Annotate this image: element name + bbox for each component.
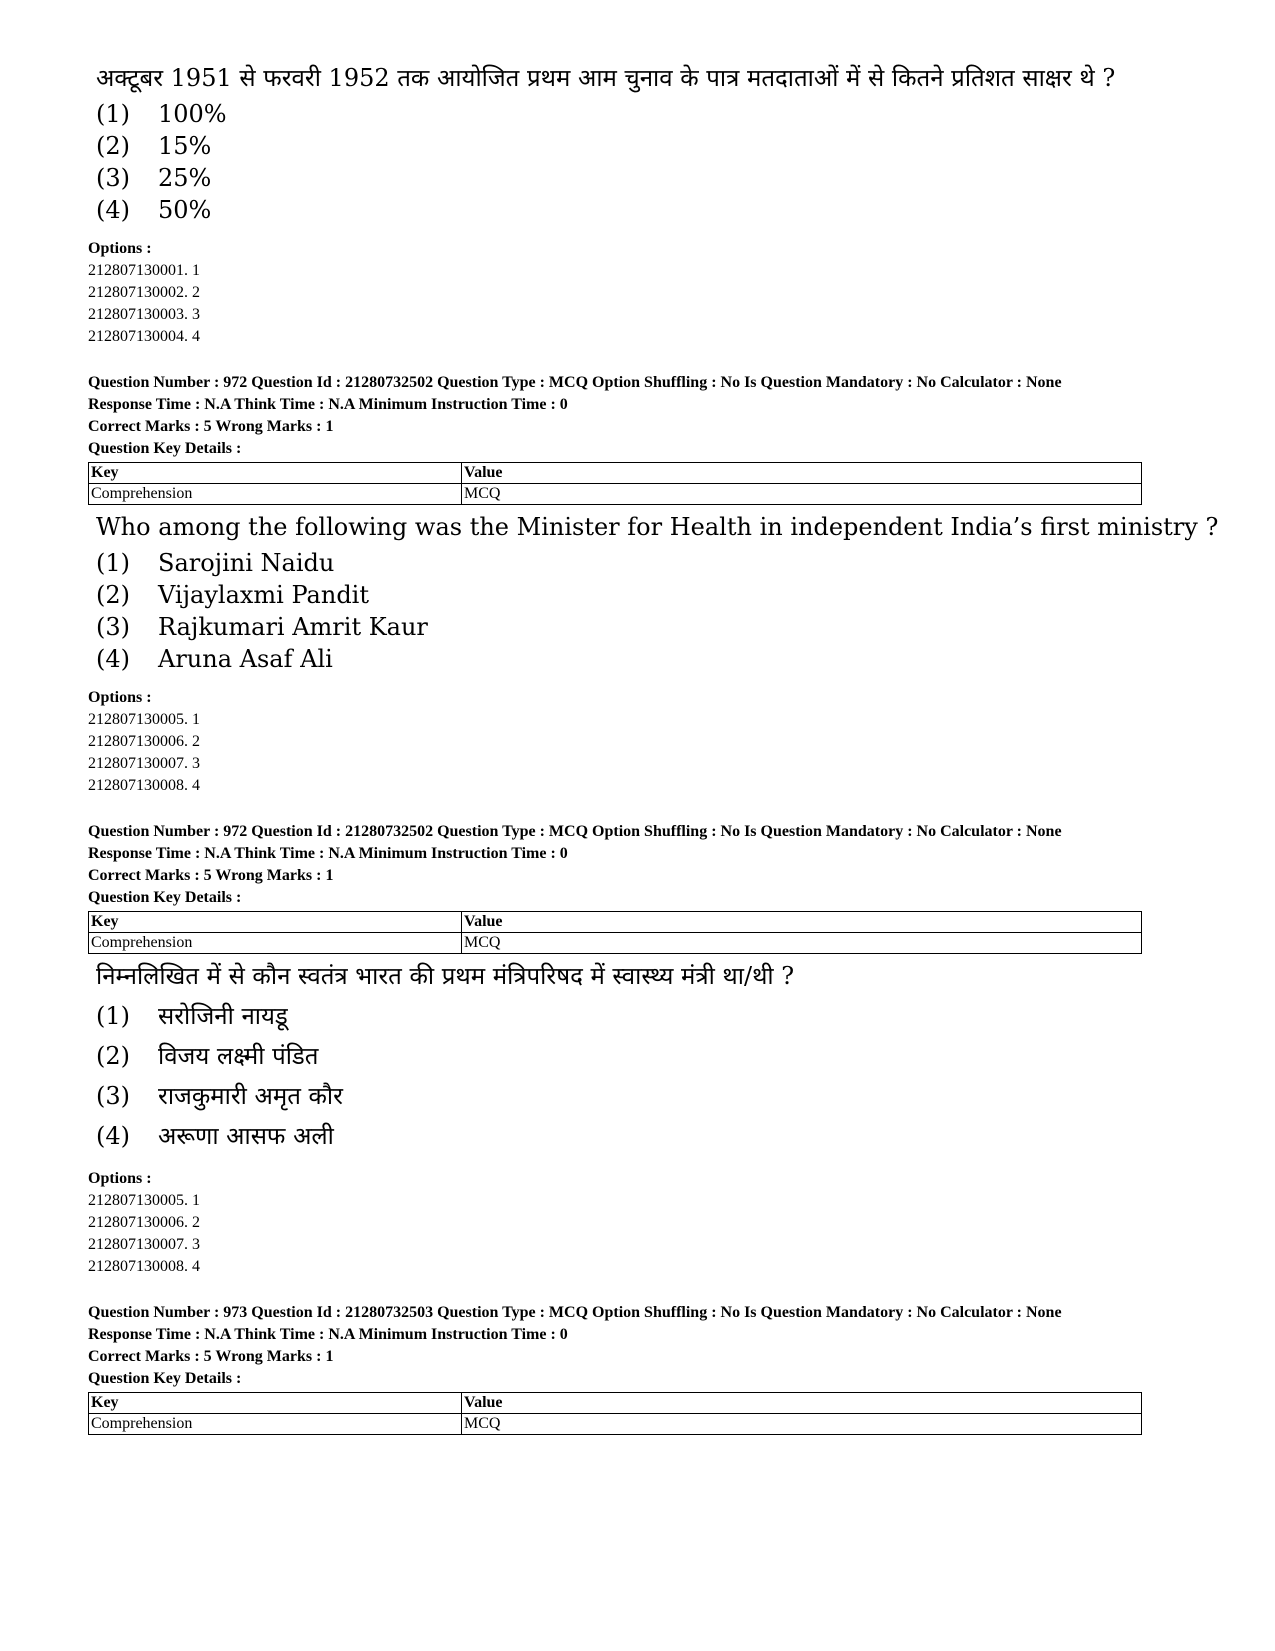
options-label: Options : bbox=[88, 1170, 152, 1187]
key-details-table bbox=[88, 1392, 1142, 1435]
table-cell-key: Comprehension bbox=[89, 1414, 462, 1435]
question-meta-block-2 bbox=[88, 821, 1188, 954]
document-page bbox=[88, 62, 1219, 1441]
marks-line: Correct Marks : 5 Wrong Marks : 1 bbox=[88, 1348, 334, 1365]
key-details-table bbox=[88, 911, 1142, 954]
question-timing-line: Response Time : N.A Think Time : N.A Minimum Instruction Time : 0 bbox=[88, 396, 568, 413]
question-meta-line: Question Number : 972 Question Id : 21280732502 Question Type : MCQ Option Shuffling : No Is Question Mandatory : No Calculator : None bbox=[88, 823, 1062, 840]
options-label: Options : bbox=[88, 689, 152, 706]
table-header-key: Key bbox=[89, 463, 462, 484]
question-timing-line: Response Time : N.A Think Time : N.A Minimum Instruction Time : 0 bbox=[88, 845, 568, 862]
answer-options bbox=[88, 547, 1188, 675]
answer-options bbox=[88, 98, 1188, 226]
question-text: निम्नलिखित में से कौन स्वतंत्र भारत की प्रथम मंत्रिपरिषद में स्वास्थ्य मंत्री था/थी ? bbox=[96, 962, 795, 990]
table-cell-value: MCQ bbox=[462, 933, 1142, 954]
question-meta-line: Question Number : 972 Question Id : 21280732502 Question Type : MCQ Option Shuffling : No Is Question Mandatory : No Calculator : None bbox=[88, 374, 1062, 391]
table-header-value: Value bbox=[462, 463, 1142, 484]
table-header-key: Key bbox=[89, 912, 462, 933]
option-id: 212807130005. 1 bbox=[88, 711, 200, 728]
question-timing-line: Response Time : N.A Think Time : N.A Minimum Instruction Time : 0 bbox=[88, 1326, 568, 1343]
answer-option: (1) Sarojini Naidu bbox=[96, 549, 335, 577]
key-details-label: Question Key Details : bbox=[88, 1370, 242, 1387]
answer-option: (3) राजकुमारी अमृत कौर bbox=[96, 1082, 343, 1110]
answer-option: (4) Aruna Asaf Ali bbox=[96, 645, 333, 673]
answer-options bbox=[88, 996, 1188, 1156]
answer-option: (3) Rajkumari Amrit Kaur bbox=[96, 613, 428, 641]
question-meta-line: Question Number : 973 Question Id : 21280732503 Question Type : MCQ Option Shuffling : No Is Question Mandatory : No Calculator : None bbox=[88, 1304, 1062, 1321]
answer-option: (4) अरूणा आसफ अली bbox=[96, 1122, 334, 1150]
option-id: 212807130002. 2 bbox=[88, 284, 200, 301]
question-block-2 bbox=[88, 511, 1219, 797]
question-text: अक्टूबर 1951 से फरवरी 1952 तक आयोजित प्रथम आम चुनाव के पात्र मतदाताओं में से कितने प्रतिशत साक्षर थे ? bbox=[96, 64, 1116, 92]
table-cell-key: Comprehension bbox=[89, 933, 462, 954]
answer-option: (2) 15% bbox=[96, 132, 212, 160]
question-meta-block-3 bbox=[88, 1302, 1188, 1435]
option-id: 212807130006. 2 bbox=[88, 733, 200, 750]
answer-option: (1) 100% bbox=[96, 100, 227, 128]
option-id: 212807130008. 4 bbox=[88, 1258, 200, 1275]
option-id: 212807130004. 4 bbox=[88, 328, 200, 345]
answer-option: (3) 25% bbox=[96, 164, 212, 192]
table-cell-value: MCQ bbox=[462, 1414, 1142, 1435]
key-details-label: Question Key Details : bbox=[88, 889, 242, 906]
table-header-value: Value bbox=[462, 912, 1142, 933]
option-id: 212807130007. 3 bbox=[88, 1236, 200, 1253]
option-id: 212807130001. 1 bbox=[88, 262, 200, 279]
option-id: 212807130008. 4 bbox=[88, 777, 200, 794]
marks-line: Correct Marks : 5 Wrong Marks : 1 bbox=[88, 418, 334, 435]
answer-option: (1) सरोजिनी नायडू bbox=[96, 1002, 288, 1030]
table-cell-key: Comprehension bbox=[89, 484, 462, 505]
option-id: 212807130005. 1 bbox=[88, 1192, 200, 1209]
marks-line: Correct Marks : 5 Wrong Marks : 1 bbox=[88, 867, 334, 884]
table-header-key: Key bbox=[89, 1393, 462, 1414]
key-details-label: Question Key Details : bbox=[88, 440, 242, 457]
answer-option: (4) 50% bbox=[96, 196, 212, 224]
answer-option: (2) विजय लक्ष्मी पंडित bbox=[96, 1042, 319, 1070]
option-id: 212807130006. 2 bbox=[88, 1214, 200, 1231]
table-cell-value: MCQ bbox=[462, 484, 1142, 505]
question-block-1 bbox=[88, 62, 1188, 348]
key-details-table bbox=[88, 462, 1142, 505]
options-label: Options : bbox=[88, 240, 152, 257]
option-id: 212807130003. 3 bbox=[88, 306, 200, 323]
question-block-3 bbox=[88, 960, 1188, 1278]
question-meta-block-1 bbox=[88, 372, 1188, 505]
table-header-value: Value bbox=[462, 1393, 1142, 1414]
question-text: Who among the following was the Minister for Health in independent India’s first ministry ? bbox=[96, 513, 1219, 541]
option-id: 212807130007. 3 bbox=[88, 755, 200, 772]
answer-option: (2) Vijaylaxmi Pandit bbox=[96, 581, 369, 609]
